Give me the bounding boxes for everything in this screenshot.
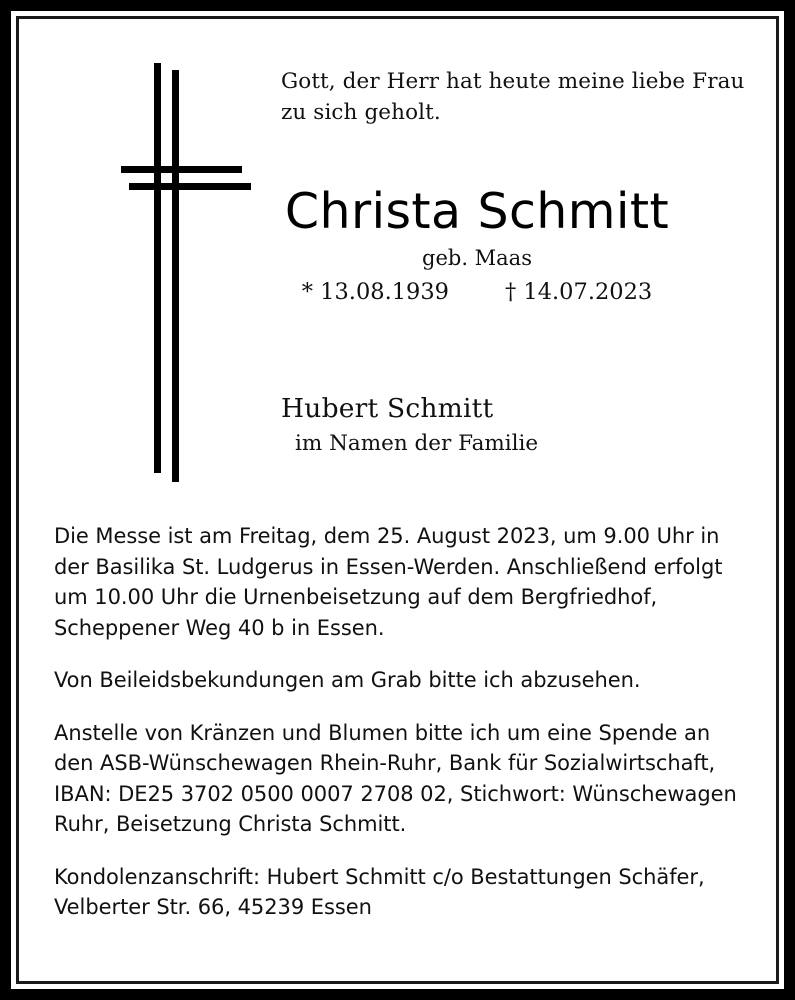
notice-header-region xyxy=(19,19,776,519)
deceased-name: Christa Schmitt xyxy=(284,183,670,240)
notice-sheet xyxy=(19,19,776,981)
opening-verse: Gott, der Herr hat heute meine liebe Frau zu sich geholt. xyxy=(281,69,745,125)
body-paragraph-condolences: Von Beileidsbekundungen am Grab bitte ich abzusehen. xyxy=(54,668,641,692)
latin-cross-icon xyxy=(85,44,275,494)
birth-date: * 13.08.1939 xyxy=(301,279,449,305)
body-paragraph-service: Die Messe ist am Freitag, dem 25. August 2023, um 9.00 Uhr in der Basilika St. Ludgerus in Essen-Werden. Anschließend erfolgt um 10.00 Uhr die Urnenbeisetzung auf dem Bergfriedhof, Scheppener Weg 40 b in Essen. xyxy=(54,524,723,640)
notice-headline-block xyxy=(281,19,751,459)
cross-vertical-bar-right xyxy=(172,70,179,482)
cross-horizontal-bar-lower xyxy=(129,183,251,190)
survivor-role: im Namen der Familie xyxy=(295,431,539,456)
survivor-name: Hubert Schmitt xyxy=(281,393,494,424)
notice-body-region xyxy=(54,521,754,923)
survivor-block xyxy=(281,308,751,459)
cross-vertical-bar-left xyxy=(154,63,161,473)
maiden-name: geb. Maas xyxy=(422,246,532,270)
life-dates xyxy=(281,273,673,308)
cross-horizontal-bar-upper xyxy=(121,166,242,173)
death-date: † 14.07.2023 xyxy=(505,279,653,305)
body-paragraph-address: Kondolenzanschrift: Hubert Schmitt c/o Bestattungen Schäfer, Velberter Str. 66, 45239 Essen xyxy=(54,864,705,919)
deceased-block xyxy=(281,128,673,308)
body-paragraph-donation: Anstelle von Kränzen und Blumen bitte ich um eine Spende an den ASB-Wünschewagen Rhein-Ruhr, Bank für Sozialwirtschaft, IBAN: DE25 3702 0500 0007 2708 02, Stichwort: Wünschewagen Ruhr, Beisetzung Christa Schmitt. xyxy=(54,720,737,836)
